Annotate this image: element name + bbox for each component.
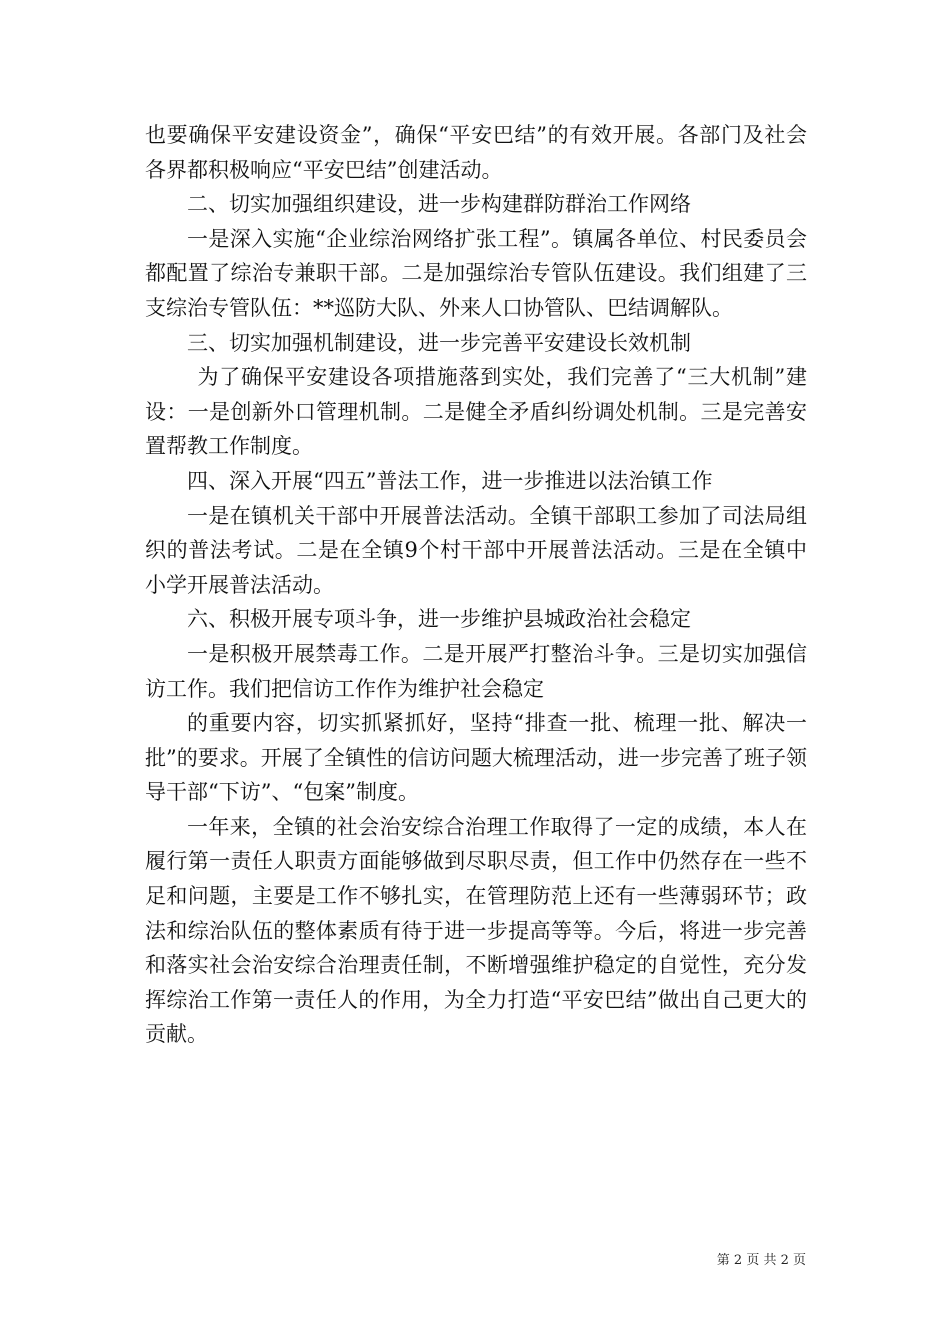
page-number-footer: 第 2 页 共 2 页 (716, 1253, 806, 1268)
paragraph-intro-continuation: 也要确保平安建设资金”，确保“平安巴结”的有效开展。各部门及社会各界都积极响应“平安巴结”创建活动。 (145, 123, 807, 182)
section-heading-legal-education: 四、深入开展“四五”普法工作，进一步推进以法治镇工作 (187, 468, 713, 493)
section-heading-mechanism: 三、切实加强机制建设，进一步完善平安建设长效机制 (187, 330, 691, 355)
section-heading-organization: 二、切实加强组织建设，进一步构建群防群治工作网络 (187, 192, 691, 217)
paragraph-legal-education: 一是在镇机关干部中开展普法活动。全镇干部职工参加了司法局组织的普法考试。二是在全镇9个村干部中开展普法活动。三是在全镇中小学开展普法活动。 (145, 503, 807, 597)
paragraph-mechanism: 为了确保平安建设各项措施落到实处，我们完善了“三大机制”建设：一是创新外口管理机制。二是健全矛盾纠纷调处机制。三是完善安置帮教工作制度。 (145, 365, 807, 459)
paragraph-conclusion: 一年来，全镇的社会治安综合治理工作取得了一定的成绩，本人在履行第一责任人职责方面能够做到尽职尽责，但工作中仍然存在一些不足和问题，主要是工作不够扎实，在管理防范上还有一些薄弱环节；政法和综治队伍的整体素质有待于进一步提高等等。今后，将进一步完善和落实社会治安综合治理责任制，不断增强维护稳定的自觉性，充分发挥综治工作第一责任人的作用，为全力打造“平安巴结”做出自己更大的贡献。 (145, 814, 807, 1047)
section-heading-special-campaign: 六、积极开展专项斗争，进一步维护县城政治社会稳定 (187, 607, 691, 632)
paragraph-special-campaign: 一是积极开展禁毒工作。二是开展严打整治斗争。三是切实加强信访工作。我们把信访工作作为维护社会稳定 (145, 641, 807, 701)
paragraph-petition-work: 的重要内容，切实抓紧抓好，坚持“排查一批、梳理一批、解决一批”的要求。开展了全镇性的信访问题大梳理活动，进一步完善了班子领导干部“下访”、“包案”制度。 (145, 711, 807, 805)
document-body (145, 118, 807, 1052)
paragraph-organization: 一是深入实施“企业综治网络扩张工程”。镇属各单位、村民委员会都配置了综治专兼职干部。二是加强综治专管队伍建设。我们组建了三支综治专管队伍：**巡防大队、外来人口协管队、巴结调解队。 (145, 226, 807, 320)
